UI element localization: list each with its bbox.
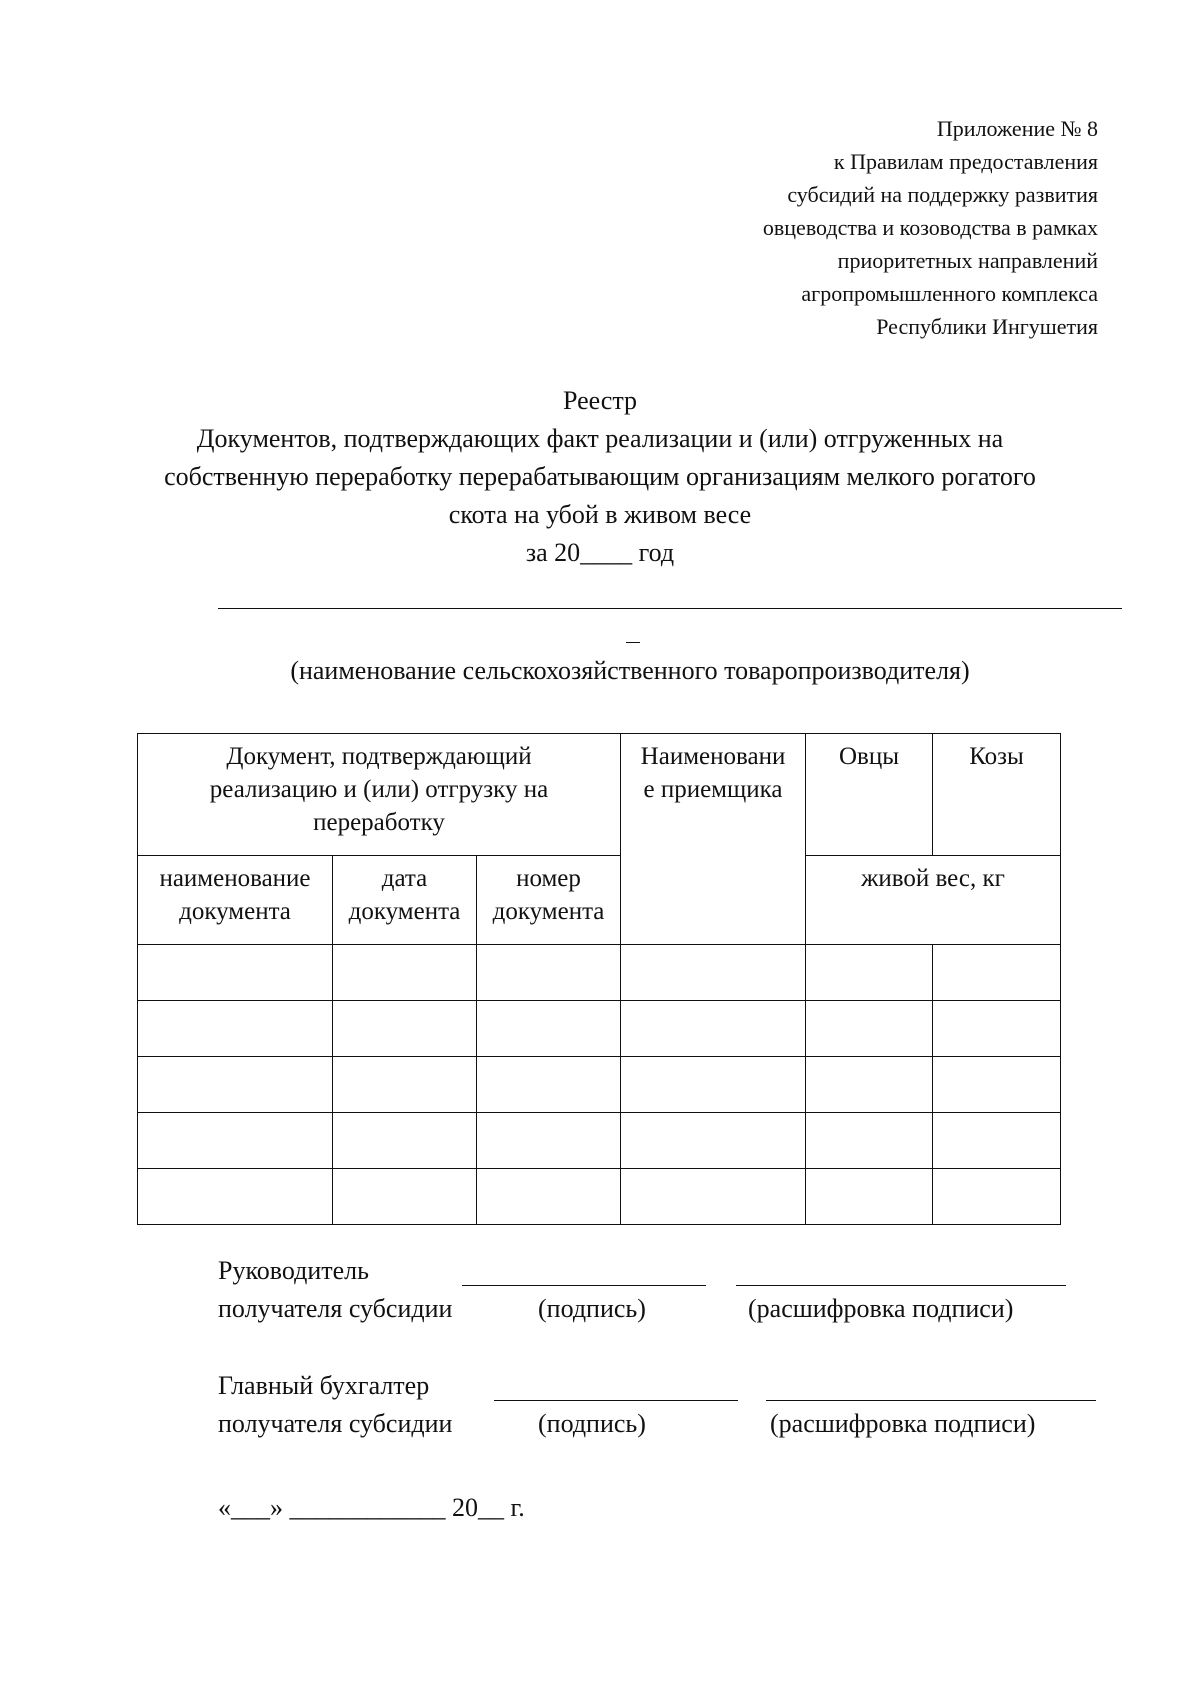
accountant-label-1: Главный бухгалтер xyxy=(218,1371,430,1400)
head-label-1: Руководитель xyxy=(218,1256,369,1285)
table-row xyxy=(138,945,1061,1001)
accountant-signature-line[interactable] xyxy=(494,1400,738,1401)
table-cell[interactable] xyxy=(138,1001,333,1057)
appendix-block xyxy=(678,112,1098,343)
title-heading: Реестр xyxy=(562,386,638,415)
table-cell[interactable] xyxy=(477,1057,621,1113)
table-cell[interactable] xyxy=(933,945,1061,1001)
producer-caption: (наименование сельскохозяйственного товаропроизводителя) xyxy=(290,656,970,685)
appendix-line: субсидий на поддержку развития xyxy=(787,182,1098,207)
table-cell[interactable] xyxy=(933,1169,1061,1225)
doc-date-header: дата документа xyxy=(333,856,477,945)
table-row xyxy=(138,1001,1061,1057)
accountant-label-2: получателя субсидии xyxy=(218,1409,453,1438)
appendix-line: Приложение № 8 xyxy=(936,116,1098,141)
head-decode-label: (расшифровка подписи) xyxy=(748,1294,1014,1323)
registry-table xyxy=(137,733,1061,1225)
table-cell[interactable] xyxy=(621,1169,806,1225)
title-line: Документов, подтверждающих факт реализации и (или) отгруженных на xyxy=(196,424,1004,453)
table-cell[interactable] xyxy=(806,945,933,1001)
head-signature-label: (подпись) xyxy=(538,1294,646,1323)
goats-header: Козы xyxy=(933,734,1061,856)
table-cell[interactable] xyxy=(806,1169,933,1225)
table-cell[interactable] xyxy=(333,1057,477,1113)
table-cell[interactable] xyxy=(806,1001,933,1057)
appendix-line: Республики Ингушетия xyxy=(876,314,1098,339)
accountant-signature-label: (подпись) xyxy=(538,1409,646,1438)
table-cell[interactable] xyxy=(333,1113,477,1169)
document-title xyxy=(100,382,1100,572)
table-cell[interactable] xyxy=(138,1113,333,1169)
table-cell[interactable] xyxy=(933,1057,1061,1113)
accountant-decode-line[interactable] xyxy=(766,1400,1096,1401)
table-row xyxy=(138,1057,1061,1113)
receiver-header: Наименовани е приемщика xyxy=(621,734,806,945)
table-cell[interactable] xyxy=(477,1001,621,1057)
head-decode-line[interactable] xyxy=(736,1285,1066,1286)
table-cell[interactable] xyxy=(933,1113,1061,1169)
appendix-line: агропромышленного комплекса xyxy=(801,281,1098,306)
table-cell[interactable] xyxy=(477,1169,621,1225)
table-cell[interactable] xyxy=(477,945,621,1001)
table-cell[interactable] xyxy=(806,1057,933,1113)
document-group-header: Документ, подтверждающий реализацию и (или) отгрузку на переработку xyxy=(138,734,621,856)
head-label-2: получателя субсидии xyxy=(218,1294,453,1323)
table-cell[interactable] xyxy=(138,1057,333,1113)
title-line: скота на убой в живом весе xyxy=(448,500,752,529)
appendix-line: овцеводства и козоводства в рамках xyxy=(762,215,1098,240)
table-cell[interactable] xyxy=(333,1001,477,1057)
appendix-line: приоритетных направлений xyxy=(837,248,1098,273)
table-cell[interactable] xyxy=(333,1169,477,1225)
table-cell[interactable] xyxy=(621,1001,806,1057)
accountant-decode-label: (расшифровка подписи) xyxy=(770,1409,1036,1438)
table-cell[interactable] xyxy=(138,945,333,1001)
doc-number-header: номер документа xyxy=(477,856,621,945)
producer-dash xyxy=(626,642,640,643)
table-cell[interactable] xyxy=(477,1113,621,1169)
table-body xyxy=(138,945,1061,1225)
table-row xyxy=(138,1169,1061,1225)
table-cell[interactable] xyxy=(621,1113,806,1169)
title-line: собственную переработку перерабатывающим организациям мелкого рогатого xyxy=(164,462,1036,491)
doc-name-header: наименование документа xyxy=(138,856,333,945)
title-year-line: за 20____ год xyxy=(525,538,675,567)
sheep-header: Овцы xyxy=(806,734,933,856)
table-cell[interactable] xyxy=(806,1113,933,1169)
head-signature-line[interactable] xyxy=(462,1285,706,1286)
table-cell[interactable] xyxy=(621,1057,806,1113)
appendix-line: к Правилам предоставления xyxy=(833,149,1098,174)
producer-name-line[interactable] xyxy=(218,608,1122,609)
table-cell[interactable] xyxy=(138,1169,333,1225)
table-cell[interactable] xyxy=(621,945,806,1001)
table-row xyxy=(138,1113,1061,1169)
live-weight-header: живой вес, кг xyxy=(806,856,1061,945)
table-cell[interactable] xyxy=(333,945,477,1001)
table-cell[interactable] xyxy=(933,1001,1061,1057)
date-line[interactable]: «___» ____________ 20__ г. xyxy=(218,1493,525,1522)
